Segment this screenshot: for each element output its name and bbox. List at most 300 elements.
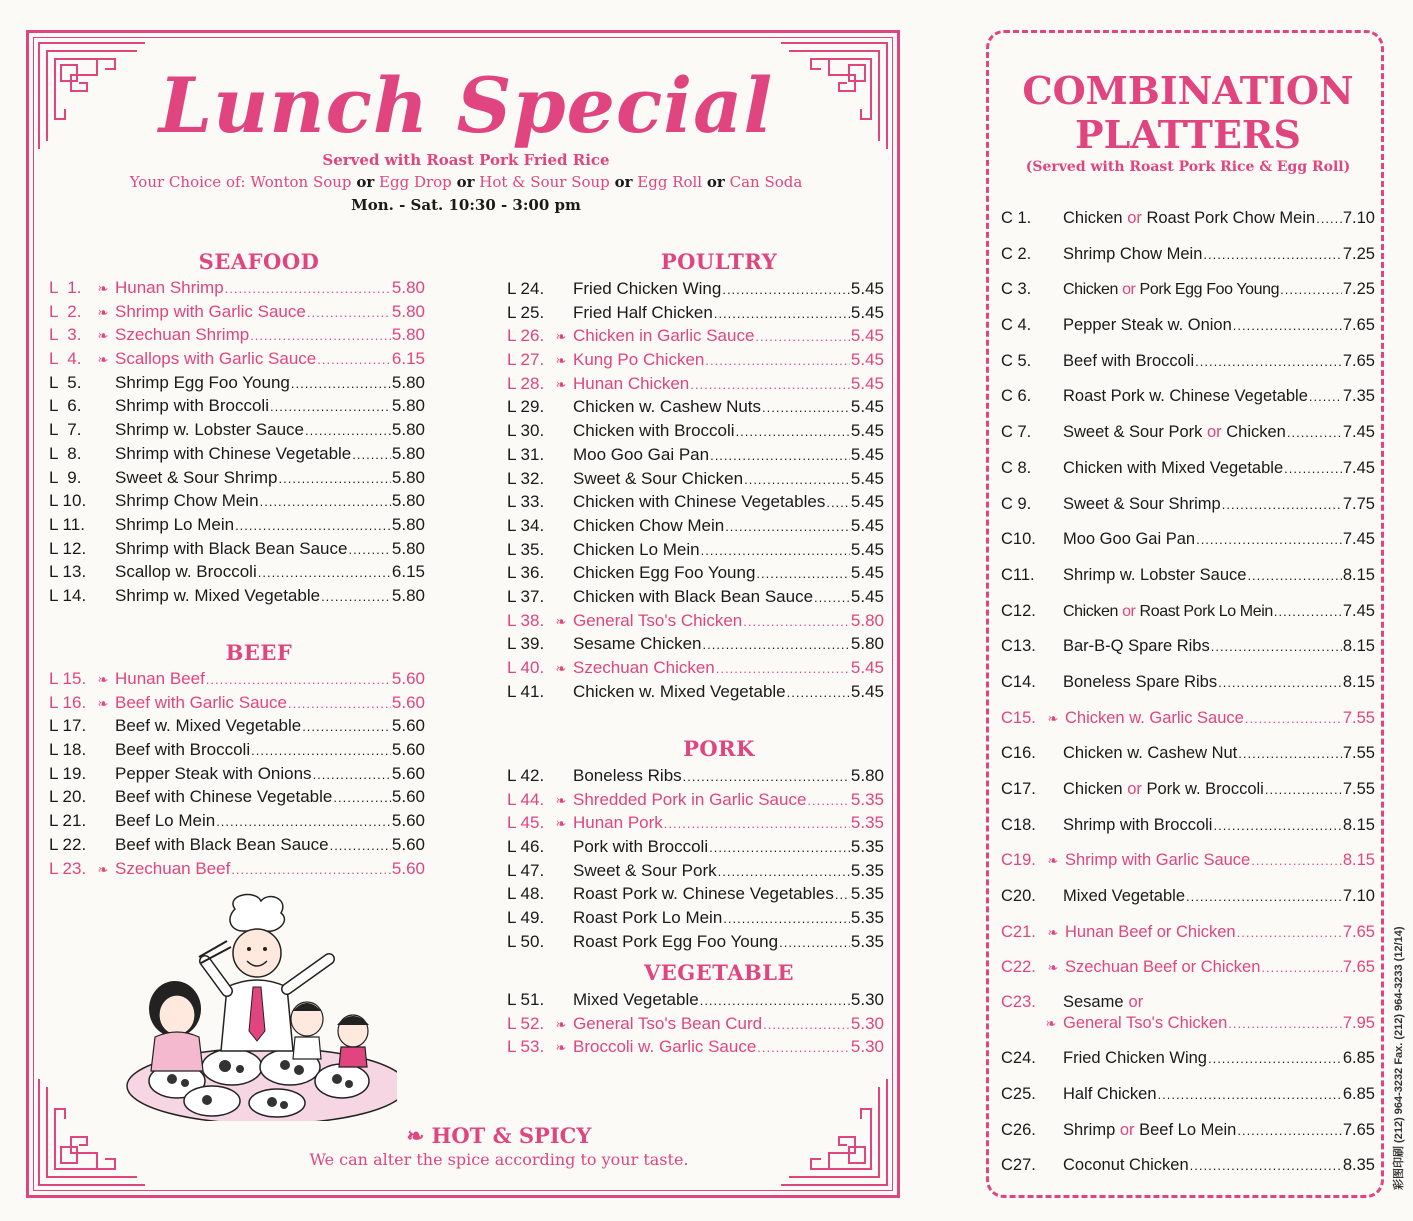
leader-dots xyxy=(718,860,850,884)
beef-list xyxy=(49,667,425,880)
item-code: L 51. xyxy=(507,990,545,1009)
leader-dots xyxy=(348,538,390,562)
item-name xyxy=(1063,665,1217,701)
leader-dots xyxy=(1265,772,1342,808)
item-name xyxy=(1063,308,1232,344)
item-price: 7.65 xyxy=(1342,316,1375,335)
chili-icon: ❧ xyxy=(97,695,109,711)
item-code: L 37. xyxy=(507,586,545,606)
leader-dots xyxy=(317,348,391,372)
section-title-poultry: POULTRY xyxy=(660,249,778,274)
item-name: Sweet & Sour Pork xyxy=(573,860,717,880)
item-price: 5.45 xyxy=(850,515,884,535)
item-code: L 15. xyxy=(49,669,87,688)
item-code: L 8. xyxy=(49,443,82,463)
item-name: Roast Pork w. Chinese Vegetables xyxy=(573,884,834,904)
leader-dots xyxy=(701,539,850,563)
chili-icon: ❧ xyxy=(97,672,109,687)
menu-item xyxy=(507,632,884,656)
item-code: L 33. xyxy=(507,492,545,512)
item-name: Shrimp with Chinese Vegetable xyxy=(115,443,352,463)
combination-title-line1: COMBINATION xyxy=(1022,68,1354,113)
menu-item xyxy=(49,347,425,371)
item-price: 5.30 xyxy=(850,990,884,1009)
item-code: L 14. xyxy=(49,585,87,605)
leader-dots xyxy=(826,491,850,515)
item-code: L 1. xyxy=(49,278,82,297)
item-code: L 17. xyxy=(49,716,87,736)
item-name-part: Half Chicken xyxy=(1063,1084,1157,1103)
or-word: or xyxy=(356,173,375,191)
item-code: L 50. xyxy=(507,931,545,951)
leader-dots xyxy=(807,789,850,813)
section-title-vegetable: VEGETABLE xyxy=(643,960,795,985)
or-word: or xyxy=(1122,281,1136,299)
menu-item xyxy=(507,372,884,396)
item-code: L 42. xyxy=(507,766,545,785)
item-name: Hunan Chicken xyxy=(573,373,690,393)
item-name-part: Chicken w. Garlic Sauce xyxy=(1065,708,1244,727)
item-price: 7.75 xyxy=(1342,494,1375,513)
item-code: C13. xyxy=(1001,637,1036,656)
item-code: L 46. xyxy=(507,837,545,857)
item-name: Sesame xyxy=(1063,993,1124,1012)
item-price: 5.45 xyxy=(850,468,884,488)
leader-dots xyxy=(714,302,850,326)
item-name xyxy=(1063,237,1202,273)
item-name xyxy=(1063,1113,1236,1149)
item-code: C23. xyxy=(1001,993,1036,1012)
item-code: C 6. xyxy=(1001,387,1032,406)
item-name-part: Chicken xyxy=(1063,281,1123,299)
item-name: Chicken with Chinese Vegetables xyxy=(573,492,826,512)
leader-dots xyxy=(305,419,391,443)
item-code: L 53. xyxy=(507,1037,545,1057)
menu-item xyxy=(1001,879,1375,915)
leader-dots xyxy=(302,715,391,739)
hot-spicy-title: HOT & SPICY xyxy=(431,1123,592,1148)
item-price: 5.80 xyxy=(391,514,425,534)
item-code: L 30. xyxy=(507,421,545,441)
item-name: Beef w. Mixed Vegetable xyxy=(115,716,302,736)
item-name: Chicken w. Cashew Nuts xyxy=(573,397,762,417)
leader-dots xyxy=(763,1013,850,1037)
item-name: Roast Pork Lo Mein xyxy=(573,908,723,928)
item-price: 5.45 xyxy=(850,586,884,606)
item-price: 7.35 xyxy=(1342,387,1375,406)
item-code: L 48. xyxy=(507,884,545,904)
lunch-special-title: Lunch Special xyxy=(158,61,774,150)
chili-icon: ❧ xyxy=(97,352,109,368)
hours-line: Mon. - Sat. 10:30 - 3:00 pm xyxy=(351,196,581,214)
menu-item xyxy=(507,930,884,954)
item-price: 5.35 xyxy=(850,837,884,857)
menu-item xyxy=(1001,1077,1375,1113)
menu-item xyxy=(507,764,884,788)
item-name: Pork with Broccoli xyxy=(573,837,709,857)
item-code: L 45. xyxy=(507,813,545,833)
menu-item xyxy=(49,809,425,833)
item-code: C22. xyxy=(1001,958,1036,977)
menu-item xyxy=(507,811,884,835)
menu-item xyxy=(1001,736,1375,772)
item-price: 5.60 xyxy=(391,834,425,854)
item-code: L 27. xyxy=(507,350,545,370)
item-price: 7.55 xyxy=(1342,708,1375,727)
menu-item xyxy=(1001,1148,1375,1184)
item-name: Hunan Beef xyxy=(115,669,205,688)
item-code: L 28. xyxy=(507,373,545,393)
leader-dots xyxy=(1190,1148,1342,1184)
leader-dots xyxy=(1228,1013,1342,1034)
leader-dots xyxy=(1208,1041,1342,1077)
item-name: Shrimp with Garlic Sauce xyxy=(115,301,306,321)
item-name xyxy=(1063,1077,1157,1113)
leader-dots xyxy=(1284,451,1342,487)
item-price: 5.60 xyxy=(391,763,425,783)
item-name: Hunan Pork xyxy=(573,813,663,833)
item-code: L 7. xyxy=(49,420,82,440)
item-code: L 23. xyxy=(49,858,87,878)
item-name xyxy=(1063,879,1185,915)
item-name: Szechuan Shrimp xyxy=(115,325,250,345)
leader-dots xyxy=(743,610,850,634)
item-name-part: Roast Pork Chow Mein xyxy=(1141,209,1316,227)
item-name: Shredded Pork in Garlic Sauce xyxy=(573,789,807,809)
item-code: C 3. xyxy=(1001,280,1032,299)
item-name-part: Chicken xyxy=(1063,602,1123,620)
menu-item xyxy=(1001,1113,1375,1149)
item-price: 5.45 xyxy=(850,421,884,441)
leader-dots xyxy=(787,681,850,705)
item-name xyxy=(1063,772,1264,808)
item-name: Shrimp with Broccoli xyxy=(115,396,269,416)
item-code: L 29. xyxy=(507,397,545,417)
or-word: or xyxy=(614,173,633,191)
item-name: Beef with Broccoli xyxy=(115,740,251,760)
item-code: L 6. xyxy=(49,396,82,416)
item-code: C25. xyxy=(1001,1084,1036,1103)
leader-dots xyxy=(1280,272,1342,308)
choice-prefix: Your Choice of: xyxy=(129,173,246,191)
item-name-part: Beef Lo Mein xyxy=(1134,1120,1237,1139)
item-price: 7.65 xyxy=(1342,922,1375,941)
item-code: L 21. xyxy=(49,811,87,831)
item-name xyxy=(1063,201,1315,237)
leader-dots xyxy=(835,883,850,907)
item-price: 5.80 xyxy=(391,467,425,487)
item-price: 5.80 xyxy=(391,585,425,605)
item-price: 5.60 xyxy=(391,716,425,736)
item-price: 5.80 xyxy=(391,443,425,463)
leader-dots xyxy=(1203,237,1341,273)
item-name: Beef with Garlic Sauce xyxy=(115,692,287,712)
item-name: Chicken in Garlic Sauce xyxy=(573,326,755,346)
item-price: 5.80 xyxy=(391,491,425,511)
item-price: 5.45 xyxy=(850,658,884,677)
leader-dots xyxy=(1211,629,1342,665)
leader-dots xyxy=(722,278,850,302)
leader-dots xyxy=(1196,522,1342,558)
chili-icon: ❧ xyxy=(555,1040,567,1056)
menu-item xyxy=(49,584,425,608)
menu-item xyxy=(507,561,884,585)
menu-item xyxy=(49,738,425,762)
item-price: 6.15 xyxy=(391,349,425,369)
item-price: 5.45 xyxy=(850,444,884,464)
item-name-part: Shrimp xyxy=(1063,1120,1120,1139)
choice-option: Can Soda xyxy=(729,173,803,191)
item-name: Scallops with Garlic Sauce xyxy=(115,349,317,369)
leader-dots xyxy=(705,349,850,373)
item-code: C17. xyxy=(1001,780,1036,798)
item-price: 7.45 xyxy=(1342,458,1375,477)
item-price: 7.25 xyxy=(1342,280,1375,299)
menu-item xyxy=(507,395,884,419)
menu-item xyxy=(49,371,425,395)
item-price: 5.60 xyxy=(391,740,425,760)
menu-item xyxy=(507,443,884,467)
hot-spicy-text: We can alter the spice according to your taste. xyxy=(309,1150,689,1169)
leader-dots xyxy=(1316,201,1342,237)
chili-icon: ❧ xyxy=(555,661,567,676)
chili-icon: ❧ xyxy=(555,613,567,629)
menu-item xyxy=(1001,950,1375,986)
item-name xyxy=(1063,1148,1189,1184)
seafood-list xyxy=(49,276,425,608)
item-code: C10. xyxy=(1001,530,1036,549)
item-code: L 47. xyxy=(507,860,545,880)
leader-dots xyxy=(779,931,850,955)
chili-icon: ❧ xyxy=(97,304,109,320)
menu-item xyxy=(1001,451,1375,487)
menu-item xyxy=(1001,344,1375,380)
menu-item xyxy=(507,788,884,812)
chef-family-illustration xyxy=(107,891,397,1121)
item-code: C 7. xyxy=(1001,423,1032,442)
or-word: or xyxy=(1206,423,1222,442)
item-code: L 19. xyxy=(49,763,87,783)
or-word: or xyxy=(1128,993,1144,1012)
section-title-beef: BEEF xyxy=(225,640,293,665)
item-code: L 11. xyxy=(49,514,85,534)
item-code: L 13. xyxy=(49,562,87,582)
item-name xyxy=(1063,379,1308,415)
combination-platters-panel xyxy=(986,30,1384,1198)
item-name xyxy=(1063,344,1194,380)
item-name xyxy=(1063,736,1237,772)
item-name: Mixed Vegetable xyxy=(573,990,699,1009)
leader-dots xyxy=(270,395,391,419)
item-name xyxy=(1063,487,1221,523)
item-name-part: Chicken with Mixed Vegetable xyxy=(1063,458,1284,477)
item-price: 5.35 xyxy=(850,860,884,880)
item-name: Shrimp Lo Mein xyxy=(115,514,235,534)
menu-item xyxy=(507,609,884,633)
item-price: 5.60 xyxy=(391,858,425,878)
item-name xyxy=(1063,558,1246,594)
item-name: Chicken Lo Mein xyxy=(573,539,700,559)
menu-item xyxy=(49,833,425,857)
item-name xyxy=(1063,272,1279,308)
item-price: 5.35 xyxy=(850,884,884,904)
item-code: L 26. xyxy=(507,326,545,346)
item-price: 5.35 xyxy=(850,813,884,833)
choice-option: Hot & Sour Soup xyxy=(479,173,610,191)
menu-item xyxy=(507,277,884,301)
chili-icon: ❧ xyxy=(1047,710,1059,726)
item-code: L 40. xyxy=(507,658,545,677)
leader-dots xyxy=(744,468,850,492)
menu-item xyxy=(507,1012,884,1036)
menu-item xyxy=(1001,629,1375,665)
item-code: L 38. xyxy=(507,610,545,630)
item-name: Fried Half Chicken xyxy=(573,302,713,322)
item-name-part: Moo Goo Gai Pan xyxy=(1063,530,1196,549)
item-name: Shrimp w. Lobster Sauce xyxy=(115,420,304,440)
menu-item xyxy=(1001,308,1375,344)
item-name-part: Mixed Vegetable xyxy=(1063,887,1186,906)
menu-item xyxy=(1001,201,1375,237)
leader-dots xyxy=(762,396,850,420)
leader-dots xyxy=(1309,379,1342,415)
item-code: L 34. xyxy=(507,515,545,535)
item-name: Fried Chicken Wing xyxy=(573,279,722,298)
item-price: 7.45 xyxy=(1342,601,1375,620)
menu-item xyxy=(1001,272,1375,308)
menu-item xyxy=(49,714,425,738)
item-name: General Tso's Bean Curd xyxy=(573,1013,763,1033)
menu-item xyxy=(507,324,884,348)
item-price: 7.25 xyxy=(1342,244,1375,263)
leader-dots xyxy=(1222,487,1342,523)
item-price: 5.80 xyxy=(391,278,425,297)
item-name: Scallop w. Broccoli xyxy=(115,562,257,582)
item-price: 5.45 xyxy=(850,539,884,559)
leader-dots xyxy=(709,836,850,860)
choice-option: Wonton Soup xyxy=(250,173,352,191)
item-first-line xyxy=(1001,992,1375,1013)
item-name: General Tso's Chicken xyxy=(1063,1014,1228,1033)
item-price: 5.45 xyxy=(850,302,884,322)
item-name: Chicken Chow Mein xyxy=(573,515,725,535)
menu-item xyxy=(507,419,884,443)
item-name-part: Sweet & Sour Pork xyxy=(1063,423,1207,442)
item-name-part: Pork w. Broccoli xyxy=(1141,780,1264,798)
item-price: 7.95 xyxy=(1342,1014,1375,1033)
item-name: Szechuan Chicken xyxy=(573,658,715,677)
menu-item xyxy=(1001,379,1375,415)
item-price: 7.55 xyxy=(1342,780,1375,798)
item-price: 7.65 xyxy=(1342,351,1375,370)
item-name: Pepper Steak with Onions xyxy=(115,763,312,783)
leader-dots xyxy=(1237,1113,1342,1149)
menu-item xyxy=(1001,237,1375,273)
item-name xyxy=(1063,808,1212,844)
item-code: L 44. xyxy=(507,789,545,809)
menu-item xyxy=(49,513,425,537)
menu-item xyxy=(507,835,884,859)
item-price: 5.45 xyxy=(850,563,884,583)
item-price: 5.80 xyxy=(391,301,425,321)
item-code: L 10. xyxy=(49,491,87,511)
item-price: 5.35 xyxy=(850,908,884,928)
menu-item xyxy=(1001,522,1375,558)
menu-item xyxy=(507,656,884,680)
item-name: Beef Lo Mein xyxy=(115,811,216,831)
item-price: 8.15 xyxy=(1342,672,1375,691)
item-price: 5.80 xyxy=(391,420,425,440)
printer-note-text: 彩图印刷 (212) 964-3232 Fax. (212) 964-3233 (12/14) xyxy=(1393,926,1405,1190)
or-word: or xyxy=(1127,780,1142,798)
menu-item xyxy=(507,467,884,491)
item-price: 8.15 xyxy=(1342,815,1375,834)
item-second-line xyxy=(1001,1013,1375,1034)
item-name: Shrimp w. Mixed Vegetable xyxy=(115,585,321,605)
item-code: L 32. xyxy=(507,468,545,488)
menu-item xyxy=(1001,986,1375,1041)
leader-dots xyxy=(716,657,850,681)
item-code: L 4. xyxy=(49,349,82,369)
choice-line xyxy=(29,173,903,191)
item-name: Broccoli w. Garlic Sauce xyxy=(573,1037,757,1057)
menu-item xyxy=(49,442,425,466)
item-name xyxy=(1065,915,1236,951)
poultry-list xyxy=(507,277,884,703)
chili-icon: ❧ xyxy=(555,816,567,832)
item-price: 6.15 xyxy=(391,562,425,582)
lunch-special-panel xyxy=(26,30,900,1198)
item-code: L 18. xyxy=(49,740,87,760)
vegetable-list xyxy=(507,988,884,1059)
item-price: 5.80 xyxy=(391,396,425,416)
item-name xyxy=(1065,843,1250,879)
item-price: 8.15 xyxy=(1342,851,1375,870)
or-word: or xyxy=(1122,602,1136,620)
menu-item xyxy=(49,560,425,584)
menu-item xyxy=(49,857,425,881)
choice-option: Egg Roll xyxy=(637,173,703,191)
item-price: 7.65 xyxy=(1342,1120,1375,1139)
item-price: 5.80 xyxy=(391,325,425,345)
item-name: Shrimp Egg Foo Young xyxy=(115,372,290,392)
menu-item xyxy=(507,1035,884,1059)
item-price: 5.35 xyxy=(850,931,884,951)
item-name xyxy=(1063,451,1283,487)
item-price: 8.15 xyxy=(1342,637,1375,656)
item-name-part: Shrimp Chow Mein xyxy=(1063,244,1203,263)
leader-dots xyxy=(206,668,391,692)
leader-dots xyxy=(757,1036,850,1060)
item-code: L 9. xyxy=(49,467,82,487)
item-code: C 4. xyxy=(1001,316,1032,335)
leader-dots xyxy=(723,907,850,931)
item-name-part: Fried Chicken Wing xyxy=(1063,1049,1207,1068)
item-price: 8.15 xyxy=(1342,565,1375,584)
item-name-part: Chicken xyxy=(1221,423,1286,442)
menu-item xyxy=(1001,558,1375,594)
item-name xyxy=(1065,701,1244,737)
item-code: C24. xyxy=(1001,1049,1036,1068)
menu-item xyxy=(507,514,884,538)
leader-dots xyxy=(1237,915,1342,951)
leader-dots xyxy=(313,763,391,787)
leader-dots xyxy=(279,467,391,491)
item-price: 5.45 xyxy=(850,492,884,512)
item-code: C 5. xyxy=(1001,351,1032,370)
item-name: Shrimp with Black Bean Sauce xyxy=(115,538,348,558)
menu-item xyxy=(49,667,425,691)
